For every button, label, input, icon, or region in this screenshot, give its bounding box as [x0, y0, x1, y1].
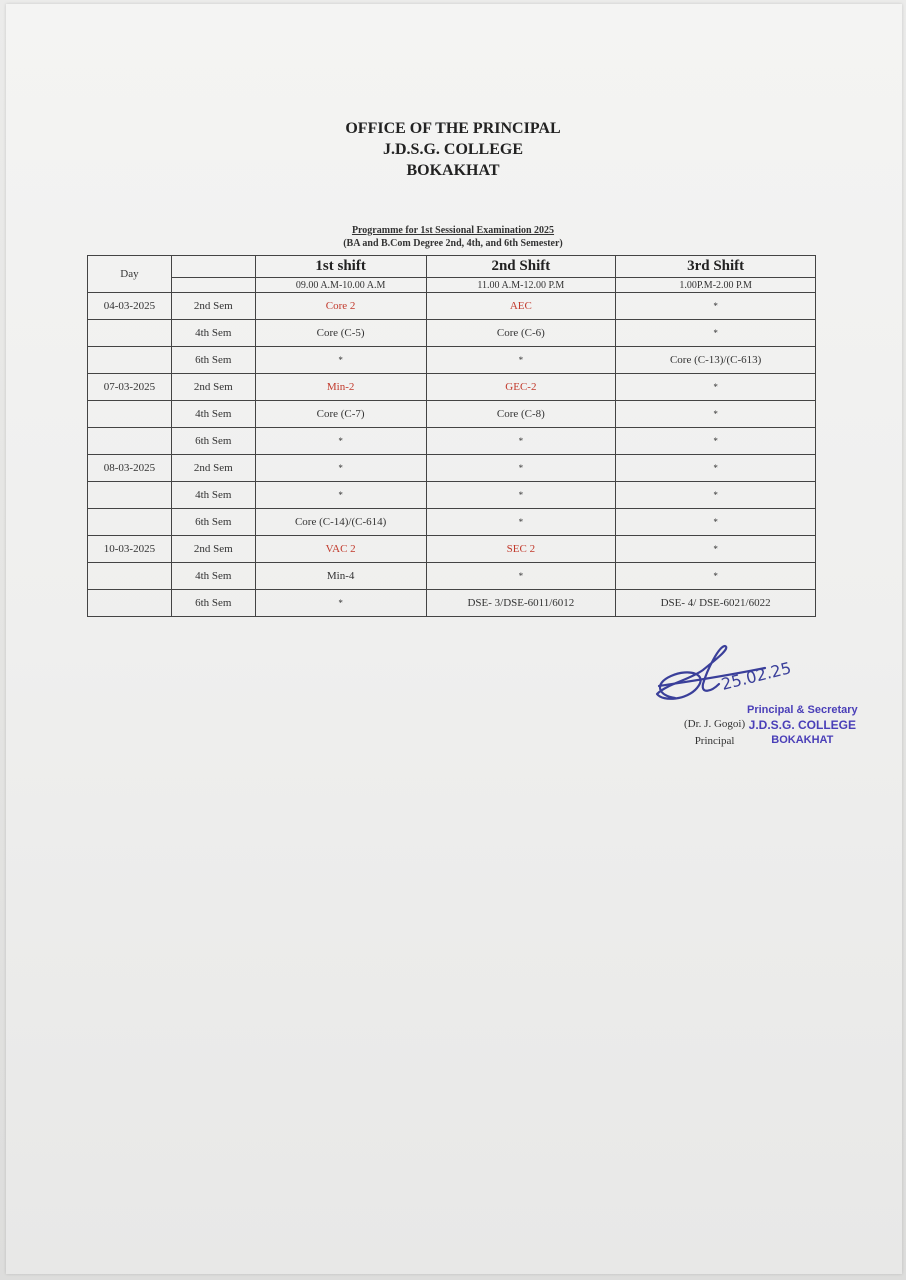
day-header: Day [88, 256, 172, 293]
shift1-cell: Min-4 [255, 563, 426, 590]
day-cell [88, 428, 172, 455]
sem-cell: 6th Sem [171, 590, 255, 617]
shift1-cell: * [255, 347, 426, 374]
shift3-header: 3rd Shift [616, 256, 816, 278]
shift1-header: 1st shift [255, 256, 426, 278]
shift3-cell: * [616, 509, 816, 536]
day-cell [88, 320, 172, 347]
day-cell [88, 347, 172, 374]
signatory-title: Principal [694, 735, 735, 747]
table-row [88, 320, 816, 347]
shift3-cell: DSE- 4/ DSE-6021/6022 [616, 590, 816, 617]
shift3-cell: * [616, 293, 816, 320]
shift3-cell: * [616, 536, 816, 563]
shift2-cell: AEC [426, 293, 616, 320]
table-row [88, 374, 816, 401]
shift1-cell: Core (C-7) [255, 401, 426, 428]
day-cell: 07-03-2025 [88, 374, 172, 401]
table-row [88, 563, 816, 590]
sem-cell: 6th Sem [171, 347, 255, 374]
shift3-cell: * [616, 320, 816, 347]
paper-sheet [6, 4, 902, 1274]
sem-header-blank-2 [171, 278, 255, 293]
shift3-cell: Core (C-13)/(C-613) [616, 347, 816, 374]
shift1-cell: * [255, 428, 426, 455]
sem-cell: 4th Sem [171, 320, 255, 347]
day-cell [88, 563, 172, 590]
table-row [88, 347, 816, 374]
day-cell: 04-03-2025 [88, 293, 172, 320]
shift3-cell: * [616, 401, 816, 428]
sem-header-blank [171, 256, 255, 278]
table-row [88, 482, 816, 509]
stamp-line3: BOKAKHAT [771, 734, 834, 746]
table-row [88, 428, 816, 455]
sem-cell: 2nd Sem [171, 374, 255, 401]
sem-cell: 4th Sem [171, 482, 255, 509]
programme-title: Programme for 1st Sessional Examination 2025 [351, 225, 555, 236]
day-cell [88, 401, 172, 428]
shift1-cell: * [255, 590, 426, 617]
shift1-time: 09.00 A.M-10.00 A.M [255, 278, 426, 293]
shift3-cell: * [616, 374, 816, 401]
sem-cell: 2nd Sem [171, 293, 255, 320]
shift2-cell: * [426, 509, 616, 536]
shift2-cell: * [426, 455, 616, 482]
shift2-cell: GEC-2 [426, 374, 616, 401]
shift2-cell: SEC 2 [426, 536, 616, 563]
shift2-cell: * [426, 428, 616, 455]
programme-heading [0, 224, 906, 250]
college-location: BOKAKHAT [406, 162, 500, 179]
official-stamp [747, 703, 858, 748]
day-cell [88, 590, 172, 617]
day-cell [88, 509, 172, 536]
signatory-block [684, 716, 745, 750]
shift2-cell: * [426, 482, 616, 509]
letterhead [0, 118, 906, 181]
day-cell: 10-03-2025 [88, 536, 172, 563]
table-row [88, 509, 816, 536]
shift1-cell: Core 2 [255, 293, 426, 320]
shift3-cell: * [616, 428, 816, 455]
table-row [88, 590, 816, 617]
day-cell: 08-03-2025 [88, 455, 172, 482]
table-row [88, 536, 816, 563]
table-time-row [88, 278, 816, 293]
table-header-row [88, 256, 816, 278]
shift2-cell: * [426, 563, 616, 590]
day-cell [88, 482, 172, 509]
shift1-cell: Core (C-5) [255, 320, 426, 347]
shift1-cell: Min-2 [255, 374, 426, 401]
shift2-cell: Core (C-6) [426, 320, 616, 347]
exam-schedule-table [87, 255, 816, 617]
table-row [88, 401, 816, 428]
signatory-name: (Dr. J. Gogoi) [684, 718, 746, 730]
programme-subtitle: (BA and B.Com Degree 2nd, 4th, and 6th Semester) [343, 238, 563, 249]
shift1-cell: Core (C-14)/(C-614) [255, 509, 426, 536]
sem-cell: 4th Sem [171, 563, 255, 590]
schedule-body [88, 293, 816, 617]
shift2-cell: Core (C-8) [426, 401, 616, 428]
shift2-time: 11.00 A.M-12.00 P.M [426, 278, 616, 293]
shift1-cell: * [255, 482, 426, 509]
table-row [88, 293, 816, 320]
shift2-header: 2nd Shift [426, 256, 616, 278]
shift1-cell: VAC 2 [255, 536, 426, 563]
sem-cell: 6th Sem [171, 509, 255, 536]
office-title: OFFICE OF THE PRINCIPAL [345, 120, 561, 137]
stamp-line1: Principal & Secretary [747, 704, 858, 716]
shift3-cell: * [616, 482, 816, 509]
stamp-line2: J.D.S.G. COLLEGE [748, 718, 857, 732]
sem-cell: 6th Sem [171, 428, 255, 455]
shift2-cell: DSE- 3/DSE-6011/6012 [426, 590, 616, 617]
sem-cell: 4th Sem [171, 401, 255, 428]
shift1-cell: * [255, 455, 426, 482]
sem-cell: 2nd Sem [171, 536, 255, 563]
shift2-cell: * [426, 347, 616, 374]
shift3-time: 1.00P.M-2.00 P.M [616, 278, 816, 293]
sem-cell: 2nd Sem [171, 455, 255, 482]
shift3-cell: * [616, 455, 816, 482]
signature-date: 25.02.25 [719, 658, 794, 694]
table-row [88, 455, 816, 482]
shift3-cell: * [616, 563, 816, 590]
college-name: J.D.S.G. COLLEGE [382, 141, 524, 158]
